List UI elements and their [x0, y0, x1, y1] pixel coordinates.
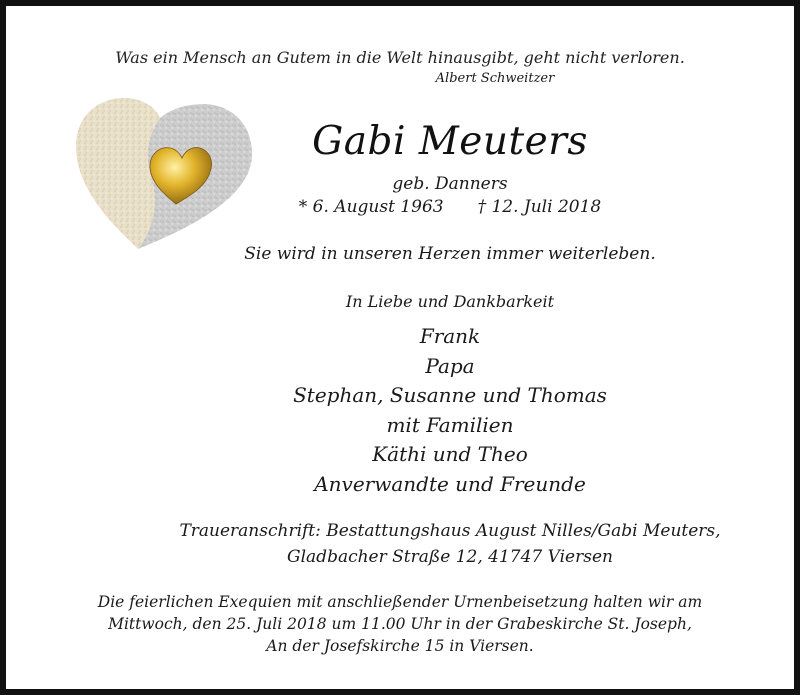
- birth-date: * 6. August 1963: [298, 197, 444, 217]
- mourning-address-line-1: Traueranschrift: Bestattungshaus August Nilles/Gabi Meuters,: [179, 521, 721, 541]
- service-info-line-3: An der Josefskirche 15 in Viersen.: [266, 637, 534, 655]
- life-dates: [56, 197, 800, 217]
- memorial-motto: Sie wird in unseren Herzen immer weiterleben.: [244, 244, 656, 264]
- deceased-name: Gabi Meuters: [312, 119, 588, 164]
- quote-text: Was ein Mensch an Gutem in die Welt hinausgibt, geht nicht verloren.: [115, 48, 685, 67]
- mourner-name: Frank: [419, 324, 481, 348]
- quote-author: Albert Schweitzer: [435, 71, 555, 86]
- service-info-line-2: Mittwoch, den 25. Juli 2018 um 11.00 Uhr in der Grabeskirche St. Joseph,: [108, 615, 692, 633]
- mourner-name: Papa: [425, 353, 475, 378]
- death-date: † 12. Juli 2018: [477, 197, 602, 217]
- mourners-intro: In Liebe und Dankbarkeit: [345, 292, 555, 311]
- mourning-address-line-2: Gladbacher Straße 12, 41747 Viersen: [287, 547, 613, 567]
- mourner-name: Stephan, Susanne und Thomas: [293, 383, 607, 407]
- service-info-line-1: Die feierlichen Exequien mit anschließender Urnenbeisetzung halten wir am: [97, 593, 703, 611]
- mourner-name: mit Familien: [386, 412, 514, 437]
- mourner-name: Käthi und Theo: [372, 442, 528, 466]
- maiden-name: geb. Danners: [392, 174, 508, 194]
- mourners-list: [56, 322, 800, 499]
- mourner-name: Anverwandte und Freunde: [314, 471, 586, 496]
